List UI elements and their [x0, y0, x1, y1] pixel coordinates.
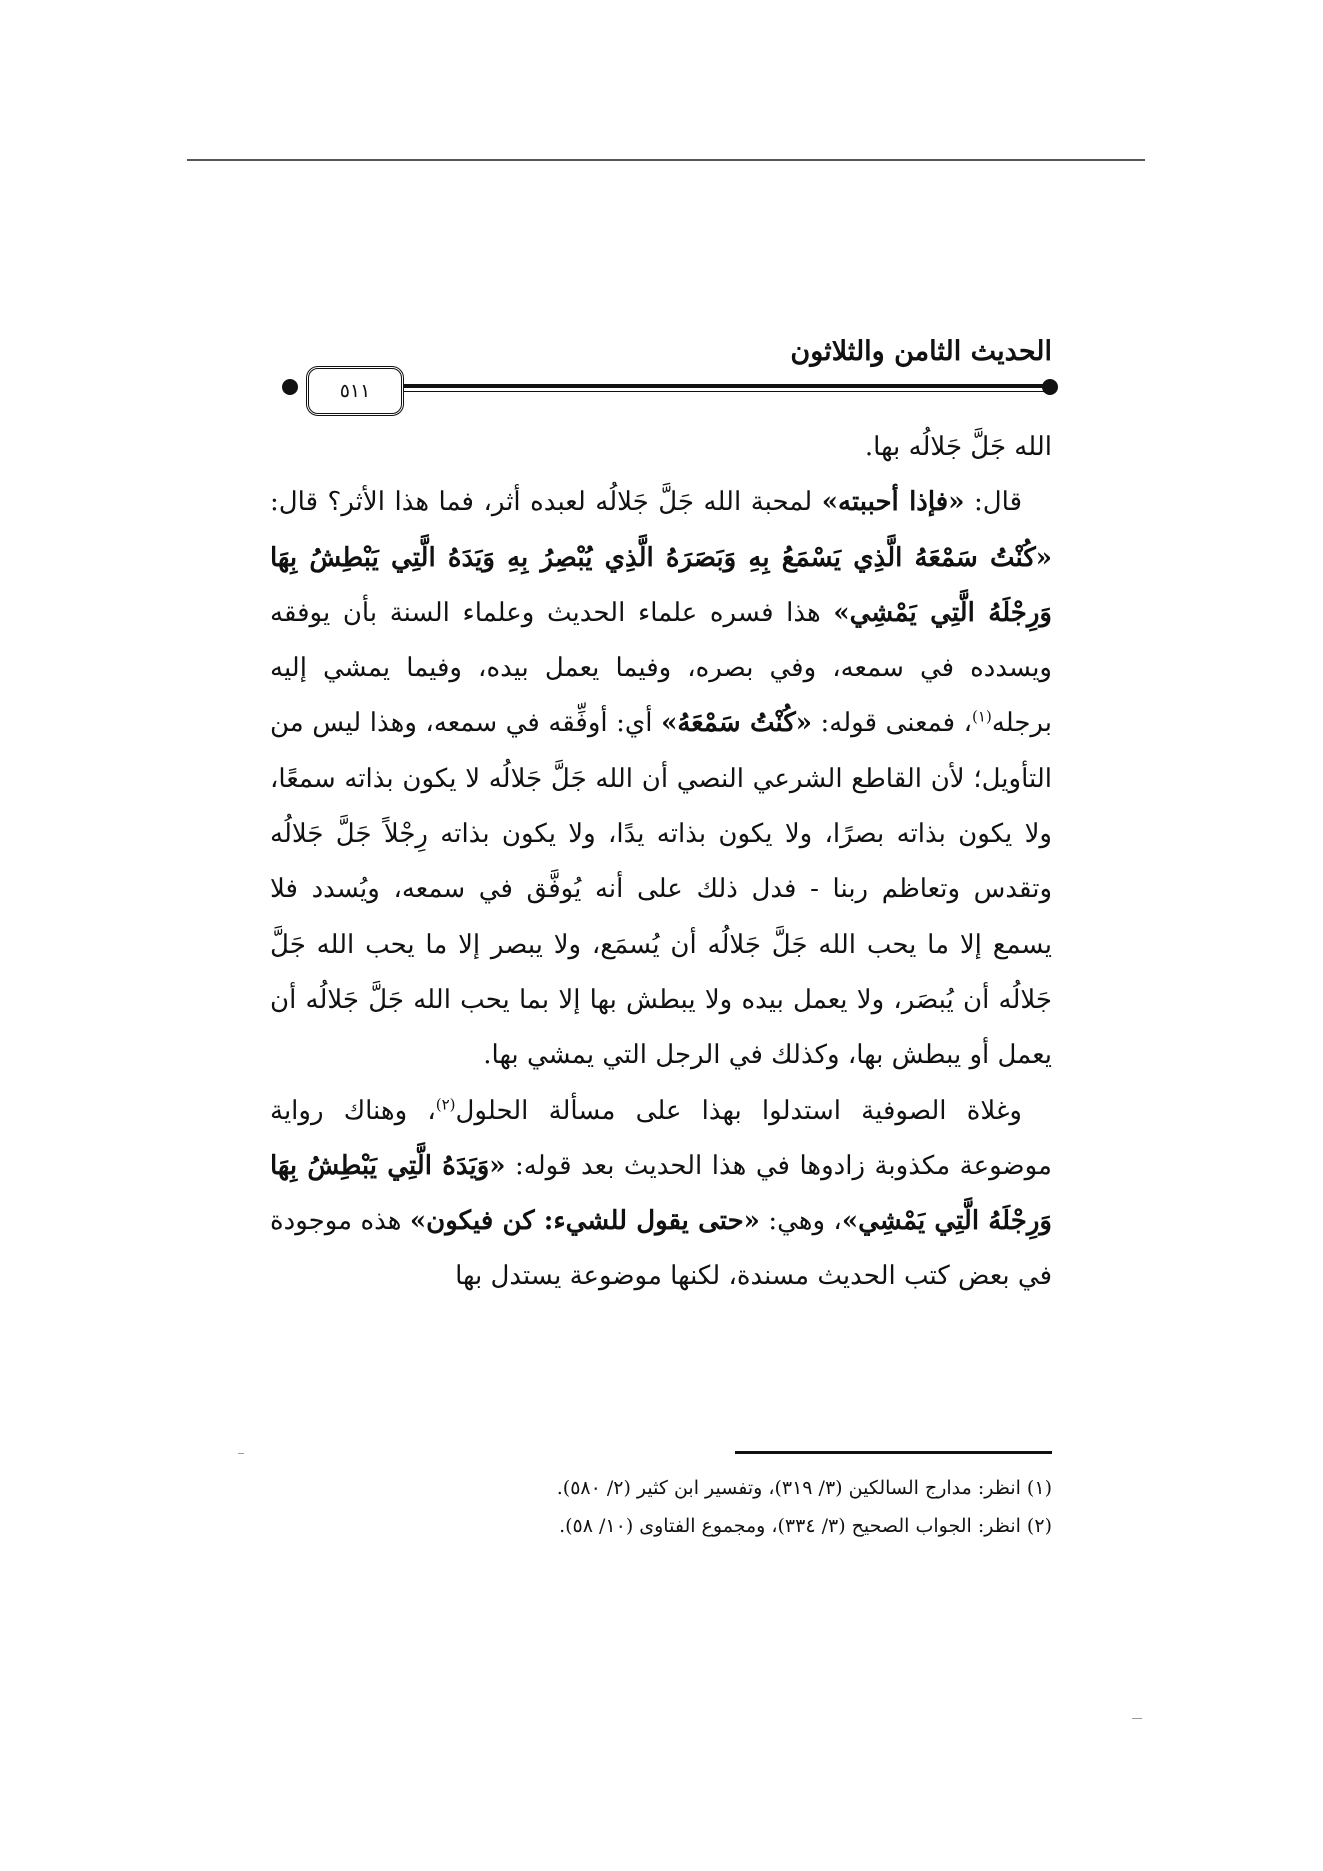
- footnote-ref-2[interactable]: (٢): [435, 1094, 456, 1113]
- text-run: هذا فسره علماء الحديث وعلماء السنة بأن يوفقه ويسدده في سمعه، وفي بصره، وفيما يعمل بيده، وفيما يمشي إليه برجله: [270, 597, 1053, 739]
- scan-speck: [238, 1453, 244, 1454]
- text-run: وغلاة الصوفية استدلوا بهذا على مسألة الحلول: [455, 1095, 1022, 1126]
- main-text: [270, 420, 1052, 1305]
- text-run: لمحبة الله جَلَّ جَلالُه لعبده أثر، فما هذا الأثر؟ قال:: [270, 487, 822, 518]
- text-run: قال:: [964, 487, 1022, 518]
- text-run: أي: أوفِّقه في سمعه، وهذا ليس من التأويل؛ لأن القاطع الشرعي النصي أن الله جَلَّ جَلالُه لا يكون بذاته سمعًا، ولا يكون بذاته بصرًا، ولا يكون بذاته يدًا، ولا يكون بذاته رِجْلاً جَلَّ جَلالُه وتقدس وتعاظم ربنا - فدل ذلك على أنه يُوفَّق في سمعه، ويُسدد فلا يسمع إلا ما يحب الله جَلَّ جَلالُه أن يُسمَع، ولا يبصر إلا ما يحب الله جَلَّ جَلالُه أن يُبصَر، ولا يعمل بيده ولا يبطش بها إلا بما يحب الله جَلَّ جَلالُه أن يعمل أو يبطش بها، وكذلك في الرجل التي يمشي بها.: [270, 708, 1052, 1071]
- chapter-title: الحديث الثامن والثلاثون: [790, 336, 1052, 367]
- rule-end-dot-right: [1042, 379, 1058, 395]
- text-run: هذه موجودة في بعض كتب الحديث مسندة، لكنها موضوعة يستدل بها: [270, 1206, 1052, 1292]
- paragraph-1: [270, 475, 1052, 1083]
- hadith-quote: «فإذا أحببته»: [821, 487, 965, 518]
- continuation-line: الله جَلَّ جَلالُه بها.: [864, 432, 1052, 462]
- page-number: ٥١١: [339, 380, 371, 402]
- scan-speck: [1132, 1718, 1142, 1719]
- fabricated-narration-quote: «حتى يقول للشيء: كن فيكون»: [409, 1206, 760, 1237]
- running-header: [270, 336, 1052, 416]
- top-rule: [187, 159, 1145, 161]
- hadith-quote: «كُنْتُ سَمْعَهُ»: [661, 708, 812, 739]
- text-run: ، وهي:: [759, 1206, 842, 1237]
- page-number-frame: [306, 366, 404, 416]
- paragraph-2: [270, 1084, 1052, 1305]
- hadith-quote: «وَيَدَهُ الَّتِي يَبْطِشُ بِهَا وَرِجْلَهُ الَّتِي يَمْشِي»: [270, 1150, 1052, 1237]
- hadith-quote: «كُنْتُ سَمْعَهُ الَّذِي يَسْمَعُ بِهِ وَبَصَرَهُ الَّذِي يُبْصِرُ بِهِ وَيَدَهُ الَّتِي يَبْطِشُ بِهَا وَرِجْلَهُ الَّتِي يَمْشِي»: [270, 542, 1052, 628]
- footnotes: [470, 1469, 1052, 1545]
- text-run: ، وهناك رواية موضوعة مكذوبة زادوها في هذا الحديث بعد قوله:: [270, 1095, 1052, 1181]
- rule-end-dot-left: [282, 379, 298, 395]
- header-rule-thin: [310, 391, 1052, 392]
- footnote-1: (١) انظر: مدارج السالكين (٣/ ٣١٩)، وتفسير ابن كثير (٢/ ٥٨٠).: [556, 1477, 1052, 1499]
- footnote-2: (٢) انظر: الجواب الصحيح (٣/ ٣٣٤)، ومجموع الفتاوى (١٠/ ٥٨).: [559, 1515, 1052, 1537]
- footnote-separator: [735, 1451, 1052, 1454]
- footnote-ref-1[interactable]: (١): [972, 707, 992, 726]
- header-rule: [310, 384, 1052, 388]
- text-run: ، فمعنى قوله:: [811, 708, 973, 739]
